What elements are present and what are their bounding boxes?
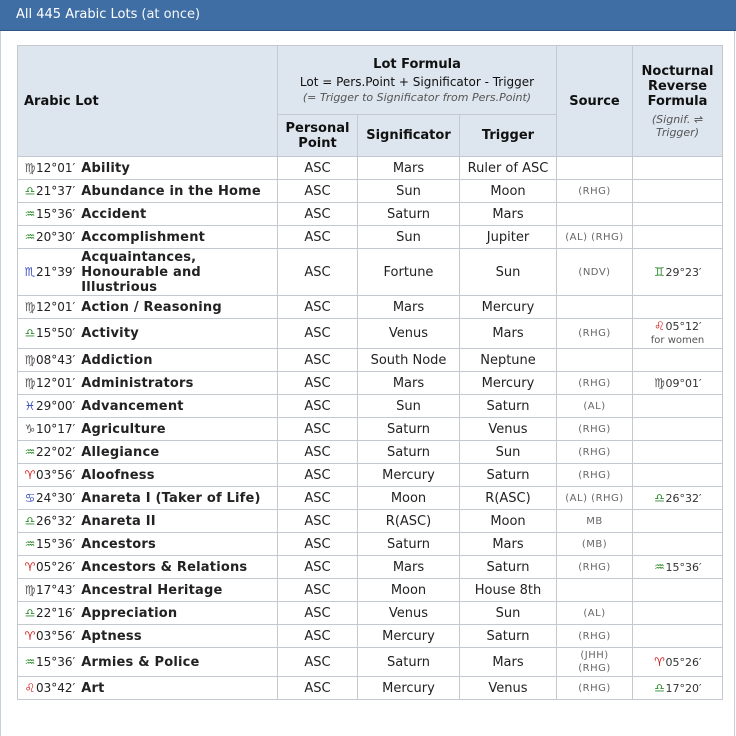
trigger-cell: Mars	[460, 648, 557, 677]
significator-cell: Venus	[358, 602, 460, 625]
source-cell: (RHG)	[557, 319, 633, 349]
lot-cell	[18, 441, 278, 464]
nocturnal-cell	[633, 464, 723, 487]
source-cell: (RHG)	[557, 556, 633, 579]
zodiac-sign-icon: ♓	[24, 398, 36, 413]
zodiac-sign-icon: ♌	[24, 680, 36, 695]
significator-cell: Saturn	[358, 533, 460, 556]
lot-name: Advancement	[81, 398, 184, 414]
lot-name: Anareta II	[81, 513, 156, 529]
source-cell: (RHG)	[557, 372, 633, 395]
significator-cell: Moon	[358, 579, 460, 602]
significator-cell: Mercury	[358, 625, 460, 648]
nocturnal-sign-icon: ♈	[654, 654, 665, 669]
lot-position: 03°56′	[36, 628, 76, 643]
nocturnal-sign-icon: ♊	[654, 264, 665, 279]
lot-position: 12°01′	[36, 160, 76, 175]
lot-position: 21°37′	[36, 183, 76, 198]
trigger-cell: Mercury	[460, 296, 557, 319]
table-row[interactable]	[18, 180, 723, 203]
zodiac-sign-icon: ♏	[24, 265, 36, 279]
source-cell: (AL)	[557, 395, 633, 418]
lot-position: 03°42′	[36, 680, 76, 695]
lot-position: 05°26′	[36, 559, 76, 574]
personal-point-cell: ASC	[278, 579, 358, 602]
trigger-cell: Mars	[460, 319, 557, 349]
lot-name: Aptness	[81, 628, 142, 644]
personal-point-cell: ASC	[278, 319, 358, 349]
source-cell	[557, 349, 633, 372]
table-row[interactable]	[18, 510, 723, 533]
personal-point-cell: ASC	[278, 602, 358, 625]
personal-point-cell: ASC	[278, 677, 358, 700]
source-cell: (RHG)	[557, 464, 633, 487]
lot-name: Ancestral Heritage	[81, 582, 223, 598]
source-cell: (NDV)	[557, 249, 633, 296]
column-header-arabic-lot: Arabic Lot	[18, 46, 278, 157]
zodiac-sign-icon: ♎	[24, 326, 36, 340]
arabic-lots-table	[17, 45, 723, 700]
lot-rows	[18, 157, 723, 700]
source-cell	[557, 157, 633, 180]
nocturnal-sign-icon: ♒	[654, 559, 665, 574]
column-header-personal-point: Personal Point	[278, 115, 358, 157]
table-row[interactable]	[18, 487, 723, 510]
significator-cell: Sun	[358, 180, 460, 203]
personal-point-cell: ASC	[278, 249, 358, 296]
lot-position: 15°36′	[36, 654, 76, 669]
zodiac-sign-icon: ♋	[24, 490, 36, 505]
nocturnal-cell	[633, 203, 723, 226]
lot-cell	[18, 296, 278, 319]
source-cell: (JHH) (RHG)	[557, 648, 633, 677]
lot-cell	[18, 203, 278, 226]
source-cell	[557, 203, 633, 226]
zodiac-sign-icon: ♒	[24, 536, 36, 551]
source-cell: (RHG)	[557, 677, 633, 700]
personal-point-cell: ASC	[278, 296, 358, 319]
lot-name: Anareta I (Taker of Life)	[81, 490, 261, 506]
lot-name: Action / Reasoning	[81, 299, 222, 315]
table-row[interactable]	[18, 296, 723, 319]
nocturnal-cell	[633, 487, 723, 510]
lot-cell	[18, 372, 278, 395]
lot-name: Accomplishment	[81, 229, 206, 245]
table-row[interactable]	[18, 226, 723, 249]
nocturnal-cell	[633, 533, 723, 556]
table-row[interactable]	[18, 579, 723, 602]
personal-point-cell: ASC	[278, 441, 358, 464]
significator-cell: R(ASC)	[358, 510, 460, 533]
zodiac-sign-icon: ♍	[24, 160, 36, 175]
page-subtitle: (at once)	[141, 7, 201, 22]
source-cell	[557, 579, 633, 602]
nocturnal-cell	[633, 441, 723, 464]
zodiac-sign-icon: ♍	[24, 299, 36, 314]
nocturnal-cell	[633, 648, 723, 677]
column-header-significator: Significator	[358, 115, 460, 157]
lot-cell	[18, 625, 278, 648]
zodiac-sign-icon: ♎	[24, 605, 36, 620]
lot-formula-note: (= Trigger to Significator from Pers.Point)	[302, 90, 532, 104]
significator-cell: Fortune	[358, 249, 460, 296]
zodiac-sign-icon: ♒	[24, 206, 36, 221]
nocturnal-cell	[633, 249, 723, 296]
lot-cell	[18, 579, 278, 602]
table-row[interactable]	[18, 203, 723, 226]
lot-name: Ancestors	[81, 536, 156, 552]
significator-cell: Venus	[358, 319, 460, 349]
lot-position: 26°32′	[36, 513, 76, 528]
lot-cell	[18, 249, 278, 296]
column-header-trigger: Trigger	[460, 115, 557, 157]
table-row[interactable]	[18, 249, 723, 296]
lot-name: Activity	[81, 326, 139, 341]
nocturnal-cell	[633, 602, 723, 625]
nocturnal-cell	[633, 349, 723, 372]
column-header-source: Source	[557, 46, 633, 157]
personal-point-cell: ASC	[278, 349, 358, 372]
lot-position: 08°43′	[36, 352, 76, 367]
source-cell: MB	[557, 510, 633, 533]
personal-point-cell: ASC	[278, 648, 358, 677]
nocturnal-sign-icon: ♍	[654, 375, 665, 390]
significator-cell: Sun	[358, 395, 460, 418]
content-panel	[0, 31, 735, 736]
lot-position: 03°56′	[36, 467, 76, 482]
lot-name: Accident	[81, 206, 147, 222]
lot-cell	[18, 226, 278, 249]
nocturnal-position: 05°12′	[665, 320, 702, 333]
nocturnal-cell	[633, 579, 723, 602]
significator-cell: Mars	[358, 296, 460, 319]
trigger-cell: Saturn	[460, 556, 557, 579]
nocturnal-cell	[633, 319, 723, 349]
trigger-cell: Moon	[460, 510, 557, 533]
lot-cell	[18, 648, 278, 677]
lot-position: 29°00′	[36, 398, 76, 413]
table-row[interactable]	[18, 602, 723, 625]
significator-cell: Mercury	[358, 464, 460, 487]
personal-point-cell: ASC	[278, 203, 358, 226]
nocturnal-cell	[633, 677, 723, 700]
lot-cell	[18, 464, 278, 487]
trigger-cell: Sun	[460, 249, 557, 296]
source-cell: (MB)	[557, 533, 633, 556]
nocturnal-note: (Signif. ⇌ Trigger)	[651, 112, 704, 139]
lot-position: 15°50′	[36, 326, 76, 340]
lot-cell	[18, 418, 278, 441]
window-title-bar	[0, 0, 736, 31]
lot-position: 12°01′	[36, 375, 76, 390]
zodiac-sign-icon: ♈	[24, 467, 36, 482]
table-row[interactable]	[18, 677, 723, 700]
lot-cell	[18, 319, 278, 349]
trigger-cell: Saturn	[460, 625, 557, 648]
personal-point-cell: ASC	[278, 533, 358, 556]
lot-cell	[18, 487, 278, 510]
table-row[interactable]	[18, 319, 723, 349]
column-header-nocturnal	[633, 46, 723, 157]
nocturnal-position: 09°01′	[665, 376, 702, 390]
table-row[interactable]	[18, 625, 723, 648]
significator-cell: Mercury	[358, 677, 460, 700]
lot-name: Ability	[81, 160, 131, 176]
lot-name: Acquaintances, Honourable and Illustrious	[81, 249, 201, 295]
lot-cell	[18, 395, 278, 418]
lot-position: 20°30′	[36, 229, 76, 244]
lot-name: Art	[81, 680, 105, 696]
table-row[interactable]	[18, 556, 723, 579]
nocturnal-cell	[633, 556, 723, 579]
trigger-cell: Venus	[460, 677, 557, 700]
significator-cell: Saturn	[358, 648, 460, 677]
personal-point-cell: ASC	[278, 395, 358, 418]
significator-cell: Saturn	[358, 441, 460, 464]
lot-cell	[18, 556, 278, 579]
trigger-cell: Saturn	[460, 395, 557, 418]
nocturnal-cell	[633, 395, 723, 418]
source-cell: (AL) (RHG)	[557, 226, 633, 249]
personal-point-cell: ASC	[278, 180, 358, 203]
table-row[interactable]	[18, 418, 723, 441]
lot-name: Aloofness	[81, 467, 155, 483]
nocturnal-sign-icon: ♌	[654, 319, 665, 333]
table-row[interactable]	[18, 157, 723, 180]
lot-position: 15°36′	[36, 206, 76, 221]
nocturnal-position: 26°32′	[665, 491, 702, 505]
zodiac-sign-icon: ♈	[24, 628, 36, 643]
zodiac-sign-icon: ♎	[24, 513, 36, 528]
nocturnal-position: 17°20′	[665, 681, 702, 695]
personal-point-cell: ASC	[278, 625, 358, 648]
trigger-cell: Mars	[460, 203, 557, 226]
nocturnal-note-text: for women	[650, 335, 705, 346]
lot-name: Addiction	[81, 352, 153, 368]
significator-cell: South Node	[358, 349, 460, 372]
nocturnal-cell	[633, 418, 723, 441]
lot-position: 12°01′	[36, 299, 76, 314]
zodiac-sign-icon: ♈	[24, 559, 36, 574]
personal-point-cell: ASC	[278, 464, 358, 487]
nocturnal-cell	[633, 625, 723, 648]
nocturnal-sign-icon: ♎	[654, 490, 665, 505]
zodiac-sign-icon: ♒	[24, 654, 36, 669]
lot-name: Armies & Police	[81, 654, 200, 670]
column-header-lot-formula	[278, 46, 557, 115]
personal-point-cell: ASC	[278, 487, 358, 510]
trigger-cell: Sun	[460, 441, 557, 464]
lot-position: 15°36′	[36, 536, 76, 551]
lot-name: Administrators	[81, 375, 194, 391]
lot-position: 21°39′	[36, 265, 76, 279]
zodiac-sign-icon: ♎	[24, 183, 36, 198]
personal-point-cell: ASC	[278, 418, 358, 441]
significator-cell: Mars	[358, 157, 460, 180]
source-cell: (AL) (RHG)	[557, 487, 633, 510]
nocturnal-sign-icon: ♎	[654, 680, 665, 695]
nocturnal-position: 05°26′	[665, 655, 702, 669]
lot-cell	[18, 602, 278, 625]
lot-formula-title: Lot Formula	[373, 56, 461, 72]
nocturnal-title: Nocturnal Reverse Formula	[641, 63, 714, 109]
table-row[interactable]	[18, 372, 723, 395]
nocturnal-position: 15°36′	[665, 560, 702, 574]
nocturnal-cell	[633, 372, 723, 395]
table-row[interactable]	[18, 464, 723, 487]
lot-cell	[18, 533, 278, 556]
zodiac-sign-icon: ♍	[24, 352, 36, 367]
significator-cell: Mars	[358, 372, 460, 395]
lot-name: Ancestors & Relations	[81, 559, 248, 575]
trigger-cell: Saturn	[460, 464, 557, 487]
trigger-cell: Jupiter	[460, 226, 557, 249]
nocturnal-cell	[633, 296, 723, 319]
personal-point-cell: ASC	[278, 372, 358, 395]
nocturnal-position: 29°23′	[665, 265, 702, 279]
lot-cell	[18, 510, 278, 533]
source-cell: (RHG)	[557, 180, 633, 203]
zodiac-sign-icon: ♍	[24, 375, 36, 390]
trigger-cell: R(ASC)	[460, 487, 557, 510]
lot-position: 10°17′	[36, 421, 76, 436]
personal-point-cell: ASC	[278, 226, 358, 249]
significator-cell: Moon	[358, 487, 460, 510]
source-cell: (AL)	[557, 602, 633, 625]
table-row[interactable]	[18, 648, 723, 677]
trigger-cell: Moon	[460, 180, 557, 203]
trigger-cell: House 8th	[460, 579, 557, 602]
lot-cell	[18, 677, 278, 700]
lot-name: Allegiance	[81, 444, 160, 460]
significator-cell: Saturn	[358, 203, 460, 226]
table-row[interactable]	[18, 395, 723, 418]
table-row[interactable]	[18, 441, 723, 464]
lot-position: 22°16′	[36, 605, 76, 620]
significator-cell: Saturn	[358, 418, 460, 441]
lot-position: 24°30′	[36, 490, 76, 505]
source-cell: (RHG)	[557, 625, 633, 648]
lot-cell	[18, 180, 278, 203]
trigger-cell: Neptune	[460, 349, 557, 372]
trigger-cell: Venus	[460, 418, 557, 441]
personal-point-cell: ASC	[278, 510, 358, 533]
lot-position: 17°43′	[36, 582, 76, 597]
table-row[interactable]	[18, 349, 723, 372]
zodiac-sign-icon: ♑	[24, 421, 36, 436]
zodiac-sign-icon: ♒	[24, 444, 36, 459]
zodiac-sign-icon: ♒	[24, 229, 36, 244]
significator-cell: Mars	[358, 556, 460, 579]
personal-point-cell: ASC	[278, 556, 358, 579]
lot-formula-equation: Lot = Pers.Point + Significator - Trigger	[299, 74, 535, 89]
personal-point-cell: ASC	[278, 157, 358, 180]
page-title: All 445 Arabic Lots	[16, 7, 138, 22]
significator-cell: Sun	[358, 226, 460, 249]
table-row[interactable]	[18, 533, 723, 556]
lot-name: Agriculture	[81, 421, 166, 437]
trigger-cell: Mercury	[460, 372, 557, 395]
zodiac-sign-icon: ♍	[24, 582, 36, 597]
source-cell	[557, 296, 633, 319]
nocturnal-cell	[633, 510, 723, 533]
source-cell: (RHG)	[557, 418, 633, 441]
lot-name: Appreciation	[81, 605, 178, 621]
trigger-cell: Sun	[460, 602, 557, 625]
trigger-cell: Mars	[460, 533, 557, 556]
lot-cell	[18, 349, 278, 372]
lot-cell	[18, 157, 278, 180]
nocturnal-cell	[633, 157, 723, 180]
lot-name: Abundance in the Home	[81, 183, 261, 199]
nocturnal-cell	[633, 226, 723, 249]
nocturnal-cell	[633, 180, 723, 203]
trigger-cell: Ruler of ASC	[460, 157, 557, 180]
source-cell: (RHG)	[557, 441, 633, 464]
lot-position: 22°02′	[36, 444, 76, 459]
